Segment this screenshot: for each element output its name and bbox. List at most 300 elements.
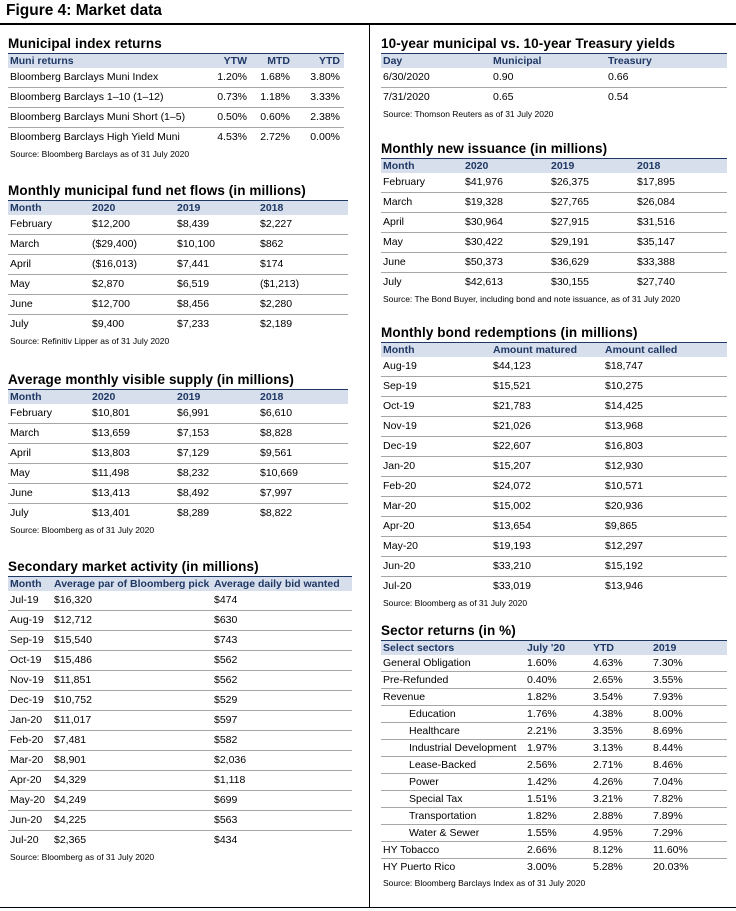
row-label: Revenue: [381, 689, 525, 706]
column-header: Month: [381, 343, 491, 358]
cell-value: $27,765: [549, 193, 635, 213]
cell-value: 4.26%: [591, 774, 651, 791]
table-row: [8, 255, 348, 275]
cell-value: $582: [212, 731, 352, 751]
cell-value: $8,828: [258, 424, 348, 444]
cell-value: $8,439: [175, 215, 258, 235]
row-label: Pre-Refunded: [381, 672, 525, 689]
table-row: [381, 577, 727, 597]
cell-value: $9,561: [258, 444, 348, 464]
table-row: [381, 672, 727, 689]
row-label: Mar-20: [8, 751, 52, 771]
cell-value: $12,700: [90, 295, 175, 315]
cell-value: $24,072: [491, 477, 603, 497]
cell-value: $15,207: [491, 457, 603, 477]
cell-value: 7.93%: [651, 689, 727, 706]
cell-value: 4.63%: [591, 655, 651, 672]
cell-value: $2,280: [258, 295, 348, 315]
column-header: 2020: [90, 201, 175, 216]
cell-value: 3.35%: [591, 723, 651, 740]
table-row: [381, 825, 727, 842]
row-label: April: [8, 444, 90, 464]
table-header-row: [8, 390, 348, 405]
cell-value: 1.51%: [525, 791, 591, 808]
cell-value: $2,189: [260, 318, 293, 330]
cell-value: $8,289: [177, 507, 210, 519]
row-label: May-20: [381, 537, 491, 557]
column-header: Average daily bid wanted: [212, 577, 352, 592]
table-row: [381, 774, 727, 791]
row-label: May: [8, 275, 90, 295]
cell-value: $42,613: [465, 276, 503, 288]
column-header: Muni returns: [8, 54, 208, 69]
cell-value: $4,329: [52, 771, 212, 791]
fund-flows-table: [8, 200, 348, 334]
cell-value: 0.66: [606, 68, 727, 88]
cell-value: $13,413: [90, 484, 175, 504]
row-label: Healthcare: [381, 723, 525, 740]
column-header: 2019: [651, 641, 727, 656]
cell-value: $8,901: [52, 751, 212, 771]
figure-title: Figure 4: Market data: [6, 2, 162, 19]
column-header: Municipal: [491, 54, 606, 69]
table-row: [381, 757, 727, 774]
column-header: 2018: [258, 390, 348, 405]
cell-value: $434: [214, 834, 238, 846]
table-row: [8, 88, 344, 108]
cell-value: 2.71%: [591, 757, 651, 774]
column-header: YTW: [208, 54, 251, 69]
row-label: HY Puerto Rico: [383, 861, 456, 874]
table-row: [8, 424, 348, 444]
row-label: Bloomberg Barclays 1–10 (1–12): [8, 88, 208, 108]
cell-value: $15,521: [491, 377, 603, 397]
cell-value: $2,365: [54, 834, 87, 846]
row-label: April: [8, 255, 90, 275]
cell-value: $15,002: [491, 497, 603, 517]
cell-value: $33,019: [493, 580, 531, 592]
row-label: Jul-19: [8, 591, 52, 611]
table-row: [381, 706, 727, 723]
cell-value: $699: [212, 791, 352, 811]
table-row: [381, 859, 727, 876]
row-label: Feb-20: [8, 731, 52, 751]
row-label: February: [8, 404, 90, 424]
cell-value: $10,669: [258, 464, 348, 484]
cell-value: $597: [212, 711, 352, 731]
cell-value: $13,803: [90, 444, 175, 464]
cell-value: 7.04%: [651, 774, 727, 791]
cell-value: $630: [212, 611, 352, 631]
cell-value: $2,870: [90, 275, 175, 295]
table-row: [381, 377, 727, 397]
column-header: 2018: [635, 159, 727, 174]
redemptions-title: Monthly bond redemptions (in millions): [381, 325, 638, 340]
cell-value: $21,026: [491, 417, 603, 437]
muni-index-table: [8, 53, 344, 147]
cell-value: $26,375: [549, 173, 635, 193]
table-row: [381, 537, 727, 557]
cell-value: 1.82%: [525, 808, 591, 825]
table-row: [8, 631, 352, 651]
cell-value: $862: [258, 235, 348, 255]
cell-value: $8,822: [260, 507, 293, 519]
cell-value: 2.66%: [525, 842, 591, 859]
cell-value: $8,456: [175, 295, 258, 315]
issuance-section: [381, 140, 727, 304]
cell-value: 2.88%: [591, 808, 651, 825]
redemptions-section: [381, 324, 727, 608]
cell-value: $13,946: [605, 580, 643, 592]
yields-table: [381, 53, 727, 107]
table-row: [381, 233, 727, 253]
table-row: [8, 295, 348, 315]
cell-value: $11,017: [52, 711, 212, 731]
secondary-source: Source: Bloomberg as of 31 July 2020: [10, 852, 155, 862]
cell-value: $12,297: [603, 537, 727, 557]
row-label: 7/31/2020: [383, 91, 430, 103]
table-row: [381, 808, 727, 825]
row-label: Transportation: [381, 808, 525, 825]
cell-value: $529: [212, 691, 352, 711]
redemptions-source: Source: Bloomberg as of 31 July 2020: [383, 598, 528, 608]
issuance-source: Source: The Bond Buyer, including bond and note issuance, as of 31 July 2020: [383, 294, 681, 304]
issuance-table: [381, 158, 727, 292]
column-header: Amount matured: [491, 343, 603, 358]
table-row: [8, 504, 348, 524]
cell-value: $20,936: [603, 497, 727, 517]
issuance-title: Monthly new issuance (in millions): [381, 141, 608, 156]
cell-value: $31,516: [635, 213, 727, 233]
row-label: Jun-20: [8, 811, 52, 831]
cell-value: $44,123: [491, 357, 603, 377]
column-header: 2018: [258, 201, 348, 216]
column-divider: [369, 24, 370, 907]
sectors-title: Sector returns (in %): [381, 623, 516, 638]
table-row: [8, 771, 352, 791]
row-label: Jan-20: [381, 457, 491, 477]
cell-value: 2.21%: [525, 723, 591, 740]
cell-value: $10,752: [52, 691, 212, 711]
bottom-rule: [0, 907, 736, 908]
row-label: Oct-19: [8, 651, 52, 671]
row-label: July: [383, 276, 402, 288]
row-label: Industrial Development: [381, 740, 525, 757]
column-header: 2020: [90, 390, 175, 405]
table-header-row: [381, 159, 727, 174]
cell-value: $8,232: [175, 464, 258, 484]
cell-value: $7,153: [175, 424, 258, 444]
table-header-row: [8, 201, 348, 216]
column-header: Treasury: [606, 54, 727, 69]
table-row: [8, 315, 348, 335]
cell-value: $13,659: [90, 424, 175, 444]
fund-flows-section: [8, 182, 360, 346]
cell-value: $4,249: [52, 791, 212, 811]
row-label: May: [8, 464, 90, 484]
column-header: Amount called: [603, 343, 727, 358]
table-row: [8, 591, 352, 611]
visible-supply-table: [8, 389, 348, 523]
row-label: Special Tax: [381, 791, 525, 808]
row-label: HY Tobacco: [381, 842, 525, 859]
cell-value: 1.60%: [525, 655, 591, 672]
table-header-row: [381, 641, 727, 656]
table-row: [381, 357, 727, 377]
table-row: [381, 723, 727, 740]
cell-value: 20.03%: [653, 861, 689, 874]
cell-value: $27,740: [637, 276, 675, 288]
table-row: [8, 691, 352, 711]
table-row: [381, 517, 727, 537]
table-row: [8, 831, 352, 851]
table-row: [381, 740, 727, 757]
cell-value: $33,388: [635, 253, 727, 273]
cell-value: $10,801: [90, 404, 175, 424]
table-row: [381, 417, 727, 437]
column-header: 2019: [549, 159, 635, 174]
cell-value: $15,486: [52, 651, 212, 671]
cell-value: $7,129: [175, 444, 258, 464]
table-row: [381, 213, 727, 233]
table-row: [8, 68, 344, 88]
column-header: Month: [381, 159, 463, 174]
row-label: Lease-Backed: [381, 757, 525, 774]
cell-value: 8.69%: [651, 723, 727, 740]
row-label: Jul-20: [383, 580, 412, 592]
cell-value: 1.97%: [525, 740, 591, 757]
table-row: [381, 397, 727, 417]
yields-source: Source: Thomson Reuters as of 31 July 2020: [383, 109, 554, 119]
table-row: [381, 791, 727, 808]
cell-value: $743: [212, 631, 352, 651]
cell-value: 0.60%: [251, 108, 294, 128]
cell-value: 5.28%: [593, 861, 623, 874]
cell-value: $9,400: [92, 318, 125, 330]
cell-value: $13,968: [603, 417, 727, 437]
cell-value: ($1,213): [258, 275, 348, 295]
cell-value: 1.42%: [525, 774, 591, 791]
column-header: Day: [381, 54, 491, 69]
row-label: Education: [381, 706, 525, 723]
row-label: July: [10, 507, 29, 519]
cell-value: 0.90: [491, 68, 606, 88]
row-label: March: [381, 193, 463, 213]
cell-value: 2.65%: [591, 672, 651, 689]
table-header-row: [8, 577, 352, 592]
cell-value: $18,747: [603, 357, 727, 377]
cell-value: $2,036: [212, 751, 352, 771]
column-header: July '20: [525, 641, 591, 656]
row-label: February: [8, 215, 90, 235]
cell-value: $41,976: [463, 173, 549, 193]
cell-value: 7.89%: [651, 808, 727, 825]
cell-value: $30,964: [463, 213, 549, 233]
visible-supply-source: Source: Bloomberg as of 31 July 2020: [10, 525, 155, 535]
row-label: Bloomberg Barclays Muni Short (1–5): [8, 108, 208, 128]
cell-value: $474: [212, 591, 352, 611]
row-label: Sep-19: [381, 377, 491, 397]
column-header: MTD: [251, 54, 294, 69]
cell-value: $19,193: [491, 537, 603, 557]
cell-value: $6,991: [175, 404, 258, 424]
row-label: Water & Sewer: [381, 825, 525, 842]
table-row: [381, 88, 727, 108]
cell-value: $563: [212, 811, 352, 831]
table-row: [381, 497, 727, 517]
cell-value: 3.21%: [591, 791, 651, 808]
cell-value: 8.44%: [651, 740, 727, 757]
cell-value: 1.20%: [208, 68, 251, 88]
row-label: Feb-20: [381, 477, 491, 497]
row-label: Apr-20: [8, 771, 52, 791]
visible-supply-section: [8, 371, 360, 535]
muni-index-title: Municipal index returns: [8, 36, 162, 51]
column-header: YTD: [294, 54, 344, 69]
cell-value: $29,191: [549, 233, 635, 253]
cell-value: $562: [212, 651, 352, 671]
cell-value: $8,492: [175, 484, 258, 504]
table-row: [8, 215, 348, 235]
row-label: May: [381, 233, 463, 253]
row-label: February: [381, 173, 463, 193]
yields-title: 10-year municipal vs. 10-year Treasury yields: [381, 36, 676, 51]
cell-value: 0.65: [493, 91, 514, 103]
cell-value: $22,607: [491, 437, 603, 457]
cell-value: 4.53%: [217, 131, 247, 143]
row-label: General Obligation: [381, 655, 525, 672]
cell-value: ($16,013): [90, 255, 175, 275]
row-label: June: [8, 484, 90, 504]
column-header: Select sectors: [381, 641, 525, 656]
table-row: [381, 437, 727, 457]
table-row: [8, 671, 352, 691]
cell-value: $9,865: [603, 517, 727, 537]
cell-value: $36,629: [549, 253, 635, 273]
secondary-table: [8, 576, 352, 850]
table-row: [381, 557, 727, 577]
table-row: [381, 273, 727, 293]
row-label: Nov-19: [8, 671, 52, 691]
cell-value: 3.00%: [527, 861, 557, 874]
row-label: Sep-19: [8, 631, 52, 651]
cell-value: $50,373: [463, 253, 549, 273]
cell-value: $35,147: [635, 233, 727, 253]
top-rule: [0, 23, 736, 25]
table-row: [8, 404, 348, 424]
cell-value: $17,895: [635, 173, 727, 193]
cell-value: 8.46%: [651, 757, 727, 774]
cell-value: 11.60%: [651, 842, 727, 859]
cell-value: $30,422: [463, 233, 549, 253]
cell-value: $1,118: [212, 771, 352, 791]
table-row: [381, 477, 727, 497]
cell-value: 1.18%: [251, 88, 294, 108]
column-header: YTD: [591, 641, 651, 656]
table-row: [8, 484, 348, 504]
row-label: Jan-20: [8, 711, 52, 731]
table-row: [8, 791, 352, 811]
yields-section: [381, 35, 727, 119]
fund-flows-source: Source: Refinitiv Lipper as of 31 July 2020: [10, 336, 170, 346]
cell-value: 0.50%: [208, 108, 251, 128]
cell-value: $21,783: [491, 397, 603, 417]
cell-value: $6,519: [175, 275, 258, 295]
row-label: Power: [381, 774, 525, 791]
row-label: April: [381, 213, 463, 233]
column-header: 2019: [175, 201, 258, 216]
column-header: 2020: [463, 159, 549, 174]
row-label: May-20: [8, 791, 52, 811]
sectors-section: [381, 622, 727, 888]
cell-value: $11,498: [90, 464, 175, 484]
cell-value: $30,155: [551, 276, 589, 288]
table-header-row: [8, 54, 344, 69]
cell-value: $15,540: [52, 631, 212, 651]
cell-value: 2.56%: [525, 757, 591, 774]
cell-value: $12,200: [90, 215, 175, 235]
table-header-row: [381, 343, 727, 358]
row-label: Jul-20: [10, 834, 39, 846]
cell-value: $16,803: [603, 437, 727, 457]
cell-value: $19,328: [463, 193, 549, 213]
row-label: Aug-19: [381, 357, 491, 377]
table-row: [8, 811, 352, 831]
cell-value: ($29,400): [90, 235, 175, 255]
row-label: 6/30/2020: [381, 68, 491, 88]
cell-value: $11,851: [52, 671, 212, 691]
cell-value: $13,654: [491, 517, 603, 537]
cell-value: 3.54%: [591, 689, 651, 706]
table-row: [8, 731, 352, 751]
table-row: [8, 235, 348, 255]
cell-value: $174: [258, 255, 348, 275]
cell-value: 2.72%: [260, 131, 290, 143]
cell-value: 3.33%: [294, 88, 344, 108]
cell-value: $562: [212, 671, 352, 691]
column-header: Average par of Bloomberg pick: [52, 577, 212, 592]
cell-value: 0.00%: [310, 131, 340, 143]
cell-value: $10,100: [175, 235, 258, 255]
cell-value: $7,441: [175, 255, 258, 275]
column-header: Month: [8, 577, 52, 592]
table-row: [8, 444, 348, 464]
table-row: [381, 655, 727, 672]
cell-value: 1.82%: [525, 689, 591, 706]
table-row: [381, 193, 727, 213]
fund-flows-title: Monthly municipal fund net flows (in millions): [8, 183, 306, 198]
cell-value: $15,192: [603, 557, 727, 577]
cell-value: 0.54: [608, 91, 629, 103]
cell-value: $10,275: [603, 377, 727, 397]
row-label: June: [8, 295, 90, 315]
cell-value: 3.13%: [591, 740, 651, 757]
table-row: [8, 128, 344, 148]
cell-value: $4,225: [52, 811, 212, 831]
cell-value: $6,610: [258, 404, 348, 424]
row-label: March: [8, 424, 90, 444]
row-label: Bloomberg Barclays Muni Index: [8, 68, 208, 88]
row-label: March: [8, 235, 90, 255]
table-row: [8, 651, 352, 671]
cell-value: 0.73%: [208, 88, 251, 108]
cell-value: 7.82%: [651, 791, 727, 808]
column-header: Month: [8, 390, 90, 405]
muni-index-section: [8, 35, 360, 159]
table-row: [8, 611, 352, 631]
cell-value: 0.40%: [525, 672, 591, 689]
cell-value: $13,401: [92, 507, 130, 519]
